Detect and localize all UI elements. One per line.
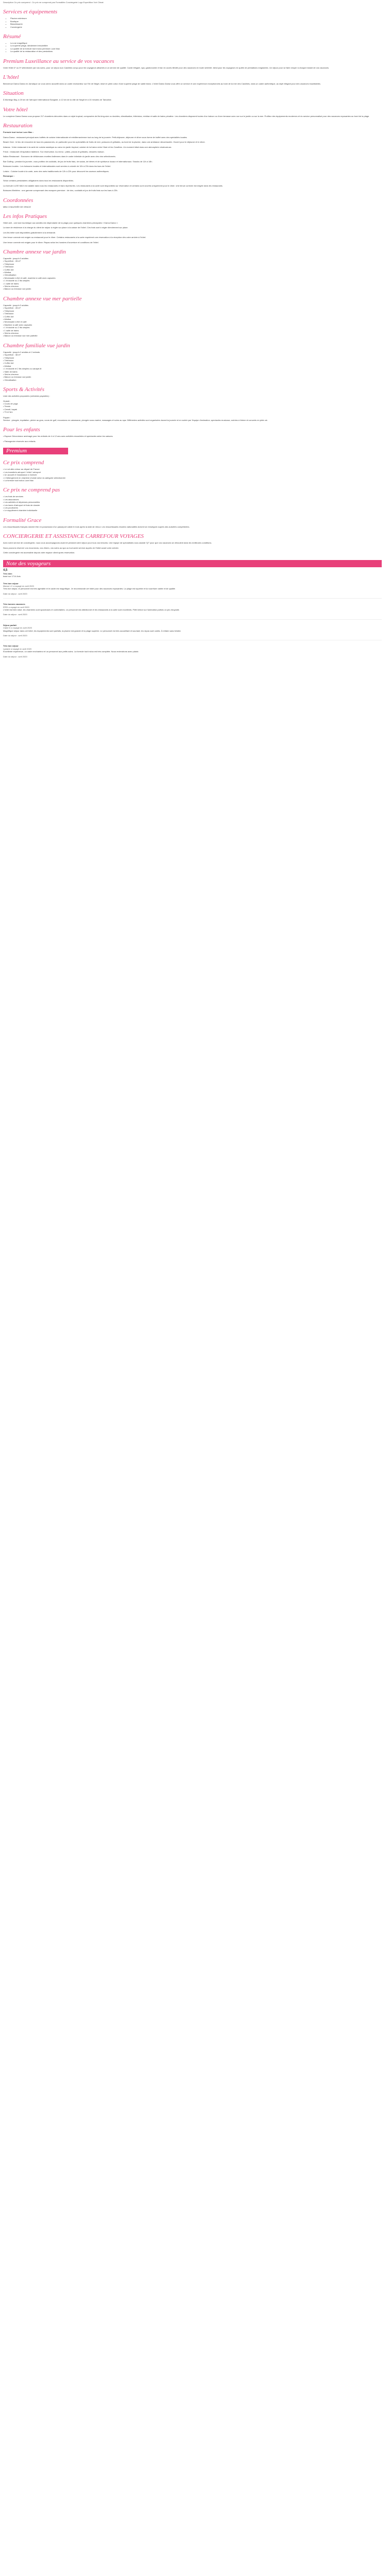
sports-paid-label: Payant : [3, 416, 11, 419]
services-title: Services et équipements [3, 9, 58, 15]
infos-line: Les lits bébé sont disponibles gratuitement à la demande. [3, 231, 56, 234]
hotel-text: Bienvenue Dama Dama en Jamaïque où vous serez accueilli dans un cadre enchanteur sur l'île de Négril, situé en plein cœur d'une superbe plage de sable blanc. L'hôtel Dama Dama vous offre un service et une expérience exceptionnels au bord de la mer des Caraïbes, dans un cadre authentique, au style élégant pour des vacances inoubliables. [3, 82, 321, 86]
premium-title: Premium Luxeillance au service de vos vacances [3, 58, 115, 64]
spacer [3, 658, 382, 661]
list-item: • La superbe plage, idéalement ensoleillée [10, 44, 382, 47]
list-item: • Coffre-fort [3, 268, 14, 271]
list-item: • Télévision [3, 312, 14, 315]
list-item: • Tir à l'arc [3, 411, 13, 414]
remarques-p3: Boissons illimitées : une gamme comprenant des marques premium : de vins, cocktails et jus de fruits frais sur les bars à 23h. [3, 189, 118, 192]
review-title: Séjour parfait [3, 623, 17, 626]
list-item: • La qualité de la restauration et des prestations [10, 50, 382, 53]
review-title: Très bon séjour [3, 582, 19, 585]
list-item: • 1 salle de bains [3, 282, 19, 285]
chambre-mer-title: Chambre annexe vue mer partielle [3, 295, 82, 302]
rating-score: 4,5 [3, 569, 8, 572]
page [0, 0, 385, 661]
review-title: Très bon séjour [3, 645, 19, 648]
prix-ne-line: • Les taxes d'aéroport et frais de dossier [3, 503, 40, 506]
ratings-title: Note des voyageurs [3, 560, 382, 567]
prix-line: • Le vol aller-retour au départ de France [3, 468, 40, 471]
restauration-subtitle: Formule tout inclus Luxe Max : [3, 131, 34, 134]
list-item: • Minibar [3, 364, 11, 367]
review-stay-date: Date du séjour : avril 2020 [3, 592, 27, 595]
resume-title: Résumé [3, 33, 21, 40]
review [3, 645, 382, 658]
list-item: • La qualité de la formule tout inclus premium Luxe Max [10, 47, 382, 50]
sports-free-list [3, 399, 382, 414]
sports-free-label: Gratuit : [3, 399, 11, 402]
list-item: • Cours de yoga [3, 402, 18, 405]
review-text: Excellente expérience, un cadre enchanteur et un personnel aux petits soins. La formule tout inclus est très complète. Nous reviendrons avec plaisir. [3, 650, 139, 653]
list-item: • Nécessaire à thé et café [3, 320, 27, 324]
prix-ne-line: • Les assurances [3, 498, 19, 501]
review-author-date: Lysiane a voyagé en avril 2020 [3, 647, 31, 650]
list-item: • 1 salle de bains [3, 329, 19, 332]
prix-ne-line: • Le supplément chambre individuelle [3, 509, 38, 512]
infos-line: Hôtel anti - une taxe touristique aux adultes est dépendante de la plage pour quelques chambres principales « Dama Dama ». [3, 221, 119, 224]
list-item: • Superficie : 28 m² [3, 307, 21, 310]
prix-line: • Un accueil et l'assistance à l'arrivée [3, 473, 37, 477]
review [3, 603, 382, 620]
list-item: • Balcon ou terrasse vue jardin [3, 287, 31, 291]
enfants-title: Pour les enfants [3, 427, 40, 433]
list-item: • La vue magnifique [10, 42, 382, 44]
list-item: • Piscine extérieure [10, 17, 382, 20]
prix-comprend-title: Ce prix comprend [3, 460, 44, 466]
infos-title: Les infos Pratiques [3, 213, 47, 219]
list-item: • Sèche-cheveux [3, 373, 19, 376]
conciergerie-title: CONCIERGERIE ET ASSISTANCE CARREFOUR VOYAGES [3, 533, 144, 540]
premium-text: Votre Hôtel 4* ou 5* sélectionné par nos soins, pour un séjour aux Caraïbes conçu pour les voyageurs attachés à un service de qualité. Cadre élégant, spa, gastronomie et bar en accès illimité pour des vacances en toute sérénité. Idéal pour les voyageurs en quête de prestations exigeantes. Un séjour pour se faire choyer à chaque instant de vos vacances. [3, 66, 330, 69]
chambre-jardin-capacity: Capacité : jusqu'à 3 adultes [3, 257, 29, 260]
list-item: • Blanchisserie [10, 23, 382, 25]
remarques-text: Selon certains prestataires obligatoires dans tous les restaurants disponibles. [3, 179, 74, 182]
list-item: • Canoë, kayak [3, 408, 17, 411]
services-list [3, 17, 382, 28]
list-item: • Minibar [3, 271, 11, 274]
restauration-p8: Loisirs : Cuisine locale à la carte, avec des mets traditionnels de 12h à 22h pour découvrir les saveurs authentiques. [3, 170, 109, 173]
hotel-title: L'hôtel [3, 74, 19, 81]
list-item: • Tennis [3, 405, 11, 408]
chambre-jardin-title: Chambre annexe vue jardin [3, 249, 66, 255]
formalites-text: Les ressortissants français doivent être en possession d'un passeport valide 6 mois après la date de retour. Les ressortissants d'autres nationalités doivent se renseigner auprès des autorités compétentes. [3, 525, 190, 528]
list-item: • Sèche-cheveux [3, 285, 19, 288]
top-links[interactable]: Description Ce prix comprend : Ce prix ne comprend pas Formalités Conciergerie Logo Expedition Voir Climat [3, 1, 104, 4]
restauration-p6: Bar Gulfing : pendant la journée, vous profitez de cocktails, de jus de fruits frais, de sodas, de bières et de spiritueux locaux et internationaux. Snacks de 11h à 18h. [3, 160, 153, 163]
list-item: • Téléphone [3, 309, 14, 312]
review-stay-date: Date du séjour : avril 2020 [3, 634, 27, 637]
infos-line: Une tenue correcte est exigée au restaurant pour le dîner. Certains restaurants à la carte requièrent une réservation à la réception dès votre arrivée à l'hôtel. [3, 236, 146, 239]
coordonnees-title: Coordonnées [3, 197, 34, 204]
review-stay-date: Date du séjour : avril 2020 [3, 655, 27, 658]
situation-title: Situation [3, 90, 24, 97]
prix-ne-comprend-title: Ce prix ne comprend pas [3, 487, 60, 494]
list-item: • Téléphone [3, 356, 14, 359]
formalites-title: Formalité Grace [3, 517, 42, 523]
review-text: Très bon séjour, le personnel est très agréable et le cadre est magnifique. Je recommande cet hôtel pour des vacances reposantes. La plage est superbe et la nourriture variée et de qualité. [3, 587, 176, 590]
list-item: • Salle de bains [3, 370, 18, 373]
list-item: • Conciergerie [10, 26, 382, 28]
review-text: Magnifique séjour dans cet hôtel, les équipements sont parfaits, la piscine est grande et la plage superbe. Le personnel est très accueillant et souriant, les repas sont variés. À refaire sans hésiter. [3, 629, 182, 632]
enfants-line: • Espace Géocroiseur aménagé pour les enfants de 4 à 12 ans avec activités encadrées et spectacles selon les saisons. [3, 435, 113, 438]
infos-line: Une tenue correcte est exigée pour le dîner. Repas selon les horaires d'ouverture et conditions de l'hôtel. [3, 241, 99, 244]
review-title: Très bonnes vacances [3, 603, 25, 606]
divider [3, 598, 382, 599]
rating-count: basé sur 1714 Avis [3, 575, 21, 578]
list-item: • Boutique [10, 20, 382, 23]
remarques-p2: La formule LUXE MAX est valable dans tous les restaurants et bars répertoriés. Les restaurants à la carte sont disponibles sur réservation et certains sont ouverts uniquement pour le dîner. Une tenue correcte est exigée dans les restaurants. [3, 184, 223, 187]
restauration-p1: Dama Dama : restaurant principal avec buffets de cuisine internationale et méditerranéenne tout au long de la journée. Petit-déjeuner, déjeuner et dîner sous forme de buffet avec des spécialités locales. [3, 135, 188, 139]
list-item: • Sèche-cheveux [3, 331, 19, 334]
list-item: • Téléphone [3, 262, 14, 265]
review-text: L'hôtel est bien situé, les chambres sont spacieuses et confortables. Le personnel est attentionné et les restaurants à la carte sont excellents. Petit bémol sur l'animation parfois un peu bruyante. [3, 608, 180, 612]
review-author-date: ERSI a voyagé en avril 2020 [3, 605, 29, 608]
conciergerie-p2: Nous pouvons réserver vos excursions, vos dîners, vos soins au spa ou tout autre service auprès de l'hôtel avant votre arrivée. [3, 546, 119, 549]
list-item: • Climatisation [3, 274, 17, 277]
list-item: • Machine à café avec capsules [3, 323, 32, 326]
votre-hotel-text: Le complexe Dama Dama vous propose 217 chambres décorées dans un style tropical, composées de lits king-size ou doubles, climatisation, télévision, minibar et salle de bains privative. Les chambres disposent toutes d'un balcon ou d'une terrasse avec vue sur le jardin ou sur la mer. Profitez des équipements modernes et du service personnalisé pour des vacances reposantes au bord de la plage. [3, 114, 370, 117]
remarques-label: Remarque : [3, 174, 15, 177]
chambre-famille-title: Chambre familiale vue jardin [3, 342, 70, 349]
prix-ne-line: • Les pourboires [3, 506, 18, 509]
restauration-p7: Boissons locales : Les boissons locales et internationales sont servies à volonté de 10h à 23h dans les bars de l'hôtel. [3, 165, 111, 168]
coordonnees-text: MBU CHAUSSÉE DE GRACE [3, 205, 31, 208]
restauration-p5: Italian Restaurant : Savourez de délicieuses recettes italiennes dans le cadre intimiste du jardin avec des vins sélectionnés. [3, 155, 116, 158]
list-item: • Climatisation [3, 378, 17, 381]
list-item: • Minibar [3, 317, 11, 320]
restauration-p3: Adanas : Votre restaurant à la carte de cuisine asiatique au cœur du jardin tropical, cuisine de la fusion entre l'Asie et les Caraïbes. Un moment idéal dans une atmosphère chaleureuse. [3, 145, 172, 148]
votre-hotel-title: Votre hôtel [3, 106, 28, 113]
conciergerie-p1: Avec notre service de conciergerie, nous vous accompagnons avant et pendant votre séjour pour tous vos besoins. Une équipe de spécialistes vous assiste 7j/7 pour que vos vacances se déroulent dans les meilleures conditions. [3, 541, 212, 545]
review [3, 582, 382, 599]
review-author-date: Claire D a voyagé en avril 2020 [3, 626, 32, 630]
list-item: • 1 lit double ou 2 lits simples [3, 279, 30, 282]
conciergerie-p3: Cette conciergerie est accessible depuis votre espace client après réservation. [3, 551, 75, 554]
sports-paid: Service : plongée, équitation, pêche au gros, cours de golf, excursions en catamaran, plongée sous-marine, massages et soins au spa. Différentes activités sont organisées durant la journée et en soirée par l'équipe d'animation, spectacles musicaux, soirées à thème et concerts en plein air. [3, 419, 268, 422]
prix-ne-line: • Les frais de services [3, 495, 23, 498]
chambre-mer-capacity: Capacité : jusqu'à 3 adultes [3, 303, 29, 307]
prix-ne-line: • Les activités et dépenses personnelles [3, 501, 40, 504]
restauration-p4: Freck : restaurant d'inspiration italienne. Sur réservation. Au menu : pâtes, pizzas et grillades, desserts maison. [3, 150, 105, 153]
resume-list [3, 42, 382, 53]
enfants-line: • Pataugeoire réservée aux enfants. [3, 439, 36, 443]
premium-bar: Premium [3, 448, 68, 454]
list-item: • Superficie : 38 m² [3, 353, 21, 357]
prix-line: • Les transferts aéroport / hôtel / aéroport [3, 470, 41, 473]
list-item: • Balcon ou terrasse vue jardin [3, 376, 31, 379]
list-item: • Superficie : 28 m² [3, 260, 21, 263]
list-item: • 1 lit double ou 2 lits simples [3, 326, 30, 329]
infos-line: La taxe de résidence à la charge du client de séjour à régler sur place à la caisse de l'hôtel. Ces frais sont à régler directement sur place. [3, 226, 128, 229]
chambre-jardin-list [3, 260, 382, 290]
sports-intro: Liste des activités proposées (certaines payantes) : [3, 395, 50, 398]
restauration-p2: Beach Club : le lieu de rencontre de tous les passionnés, en particulier pour les spécialités de fruits de mer, poissons et grillades, au bord de la piscine, dans une ambiance décontractée. Ouvert pour le déjeuner et le dîner. [3, 141, 205, 144]
situation-text: À Montego Bay, à 20 km de l'aéroport international Sangster, à 12 km de la ville de Negril et à 10 minutes de Tamarind. [3, 98, 112, 101]
list-item: • Coffre-fort [3, 315, 14, 318]
list-item: • Nécessaire à thé et café, machine à café avec capsules [3, 276, 56, 279]
chambre-mer-list [3, 307, 382, 337]
list-item: • Coffre-fort [3, 362, 14, 365]
list-item: • Télévision [3, 265, 14, 268]
review [3, 624, 382, 641]
restauration-title: Restauration [3, 123, 32, 129]
review-stay-date: Date du séjour : avril 2020 [3, 613, 27, 616]
chambre-famille-capacity: Capacité : jusqu'à 2 adultes et 2 enfants [3, 350, 40, 353]
list-item: • Balcon ou terrasse vue mer partielle [3, 334, 38, 337]
prix-line: • L'hébergement en chambre choisie selon la catégorie sélectionnée [3, 476, 66, 479]
list-item: • Télévision [3, 359, 14, 362]
review-author-date: Manon LC a voyagé en avril 2020 [3, 585, 34, 587]
list-item: • 1 lit double et 2 lits simples ou canapé-lit [3, 367, 42, 370]
rating-label: Très bien [3, 572, 12, 575]
divider [3, 619, 382, 620]
sports-title: Sports & Activités [3, 386, 44, 393]
prix-line: • La formule tout inclus Luxe Max [3, 479, 34, 482]
